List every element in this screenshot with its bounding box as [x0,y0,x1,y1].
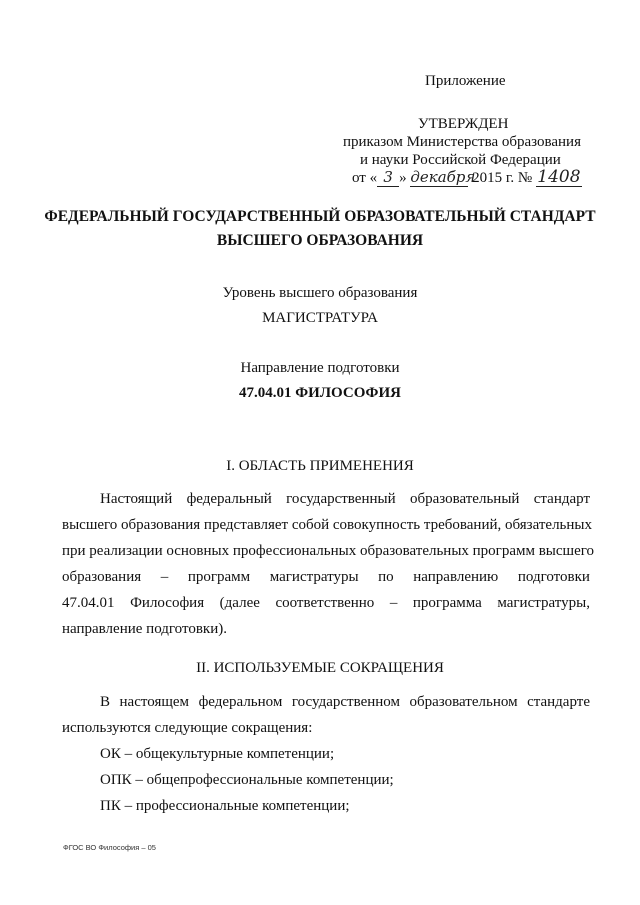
word: стандарт [533,491,590,507]
word: подготовки [517,569,590,585]
abbreviation-item: ПК – профессиональные компетенции; [100,798,350,814]
date-prefix: от « [352,170,378,186]
word: образовательном [409,694,518,710]
section-2-intro-line: используются следующие сокращения: [62,720,313,736]
section-1-line [100,491,590,508]
education-level-label: Уровень высшего образования [222,285,418,301]
footer-label: ФГОС ВО Философия – 05 [63,843,156,852]
order-line-1: приказом Министерства образования [343,134,581,150]
word: В [100,694,111,710]
section-2-intro-line [100,694,590,711]
word: Настоящий [100,491,173,507]
word: образовательный [409,491,520,507]
word: 47.04.01 [62,595,115,611]
date-day: 3 [377,168,399,187]
word: стандарте [527,694,590,710]
section-1-line: высшего образования представляет собой совокупность требований, обязательных [62,517,592,533]
section-1-line: при реализации основных профессиональных образовательных программ высшего [62,543,595,559]
word: магистратуры [269,569,359,585]
section-1-line [62,569,590,586]
document-title-line-2: ВЫСШЕГО ОБРАЗОВАНИЯ [216,232,424,249]
section-2-heading: II. ИСПОЛЬЗУЕМЫЕ СОКРАЩЕНИЯ [196,660,444,676]
direction-label: Направление подготовки [240,360,400,376]
word: образования [62,569,142,585]
order-date-line [352,168,582,187]
word: (далее [219,595,260,611]
abbreviation-item: ОПК – общепрофессиональные компетенции; [100,772,394,788]
abbreviation-item: ОК – общекультурные компетенции; [100,746,335,762]
word: программ [187,569,251,585]
date-mid: » [399,170,407,186]
appendix-label: Приложение [425,73,506,89]
word: – [160,569,169,585]
order-number: 1408 [537,167,581,187]
education-level-value: МАГИСТРАТУРА [262,310,378,326]
section-1-line [62,595,590,612]
word: направлению [413,569,499,585]
word: федеральный [186,491,272,507]
word: соответственно [275,595,375,611]
section-1-heading: I. ОБЛАСТЬ ПРИМЕНЕНИЯ [226,458,414,474]
word: по [378,569,394,585]
word: государственном [291,694,400,710]
word: Философия [130,595,205,611]
word: – [389,595,398,611]
word: настоящем [119,694,190,710]
direction-value: 47.04.01 ФИЛОСОФИЯ [239,385,401,401]
word: государственный [286,491,396,507]
section-1-line: направление подготовки). [62,621,227,637]
date-month: декабря [410,168,476,186]
approved-label: УТВЕРЖДЕН [418,116,509,132]
word: программа [412,595,482,611]
order-line-2: и науки Российской Федерации [360,152,561,168]
word: магистратуры, [497,595,590,611]
word: федеральном [198,694,283,710]
date-year: 2015 г. № [472,170,533,186]
document-title-line-1: ФЕДЕРАЛЬНЫЙ ГОСУДАРСТВЕННЫЙ ОБРАЗОВАТЕЛЬНЫЙ СТАНДАРТ [44,208,596,225]
